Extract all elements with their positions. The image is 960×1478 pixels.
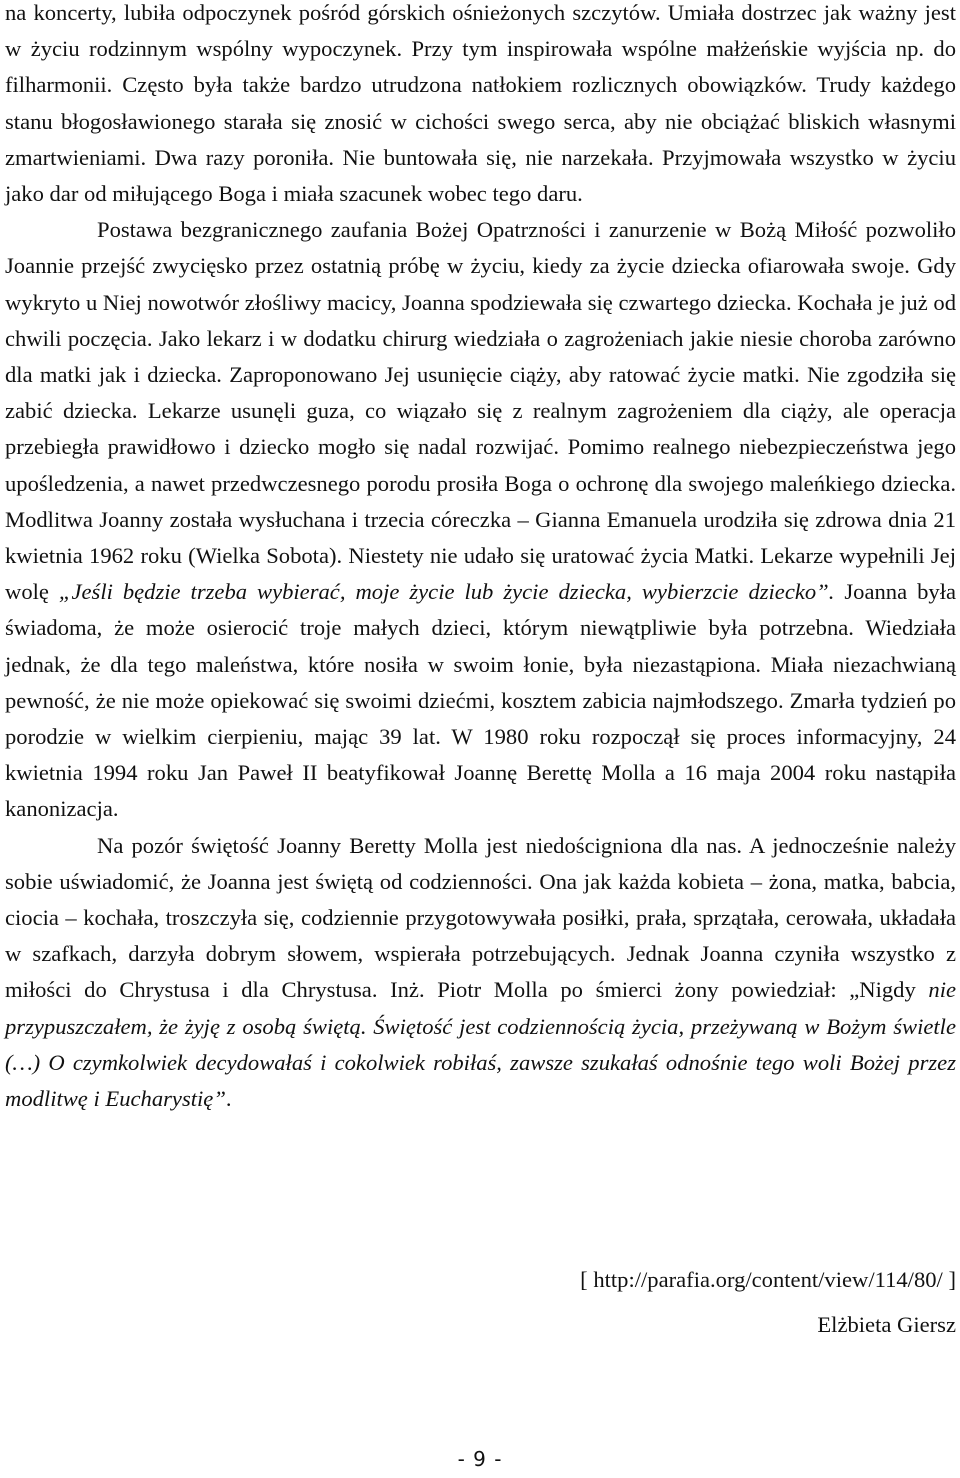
page-number: - 9 - xyxy=(457,1447,503,1471)
paragraph-2-text-continued: Joanna była świadoma, że może osierocić troje małych dzieci, którym niewątpliwie była potrzebna. Wiedziała jednak, że dla tego maleństwa, które nosiła w swoim łonie, była niezastąpiona. Miała niezachwianą pewność, że nie może opiekować się swoimi dziećmi, kosztem zabicia najmłodszego. Zmarła tydzień po porodzie w wielkim cierpieniu, mając 39 lat. W 1980 roku rozpoczął się proces informacyjny, 24 kwietnia 1994 roku Jan Paweł II beatyfikował Joannę Berettę Molla a 16 maja 2004 roku nastąpiła kanonizacja. xyxy=(5,579,957,822)
paragraph-3-quote: nie przypuszczałem, że żyję z osobą świętą. Świętość jest codziennością życia, przeżywaną w Bożym świetle (…) O czymkolwiek decydowałaś i cokolwiek robiłaś, zawsze szukałaś odnośnie tego woli Bożej przez modlitwę i Eucharystię” xyxy=(5,977,956,1112)
paragraph-3 xyxy=(5,828,956,1118)
paragraph-1 xyxy=(5,0,956,212)
paragraph-2-quote: „Jeśli będzie trzeba wybierać, moje życie lub życie dziecka, wybierzcie dziecko”. xyxy=(58,579,835,605)
paragraph-2 xyxy=(5,212,956,827)
paragraph-1-text: na koncerty, lubiła odpoczynek pośród górskich ośnieżonych szczytów. Umiała dostrzec jak ważny jest w życiu rodzinnym wspólny wypoczynek. Przy tym inspirowała wspólne małżeńskie wyjścia np. do filharmonii. Często była także bardzo utrudzona natłokiem rozlicznych obowiązków. Trudy każdego stanu błogosławionego starała się znosić w cichości swego serca, aby nie obciążać bliskich własnymi zmartwieniami. Dwa razy poroniła. Nie buntowała się, nie narzekała. Przyjmowała wszystko w życiu jako dar od miłującego Boga i miała szacunek wobec tego daru. xyxy=(5,0,956,207)
paragraph-3-text: Na pozór świętość Joanny Beretty Molla jest niedościgniona dla nas. A jednocześnie należy sobie uświadomić, że Joanna jest świętą od codzienności. Ona jak każda kobieta – żona, matka, babcia, ciocia – kochała, troszczyła się, codziennie przygotowywała posiłki, prała, sprzątała, cerowała, układała w szafkach, darzyła dobrym słowem, wspierała potrzebujących. Jednak Joanna czyniła wszystko z miłości do Chrystusa i dla Chrystusa. Inż. Piotr Molla po śmierci żony powiedział: xyxy=(5,832,956,1003)
author-name: Elżbieta Giersz xyxy=(817,1312,956,1337)
paragraph-2-text: Postawa bezgranicznego zaufania Bożej Opatrzności i zanurzenie w Bożą Miłość pozwoliło Joannie przejść zwycięsko przez ostatnią próbę w życiu, kiedy za życie dziecka ofiarowała swoje. Gdy wykryto u Niej nowotwór złośliwy macicy, Joanna spodziewała się czwartego dziecka. Kochała je już od chwili poczęcia. Jako lekarz i w dodatku chirurg wiedziała o zagrożeniach jakie niesie choroba zarówno dla matki jak i dziecka. Zaproponowano Jej usunięcie ciąży, aby ratować życie matki. Nie zgodziła się zabić dziecka. Lekarze usunęli guza, co wiązało się z realnym zagrożeniem dla ciąży, ale operacja przebiegła prawidłowo i dziecko mogło się nadal rozwijać. Pomimo realnego niebezpieczeństwa jego upośledzenia, a nawet przedwczesnego porodu prosiła Boga o ochronę dla swojego maleńkiego dziecka. Modlitwa Joanny została wysłuchana i trzecia córeczka – Gianna Emanuela urodziła się zdrowa dnia 21 kwietnia 1962 roku (Wielka Sobota). Niestety nie udało się uratować życia Matki. Lekarze wypełnili Jej wolę xyxy=(5,217,956,605)
body-text xyxy=(5,0,956,1117)
source-citation: [ http://parafia.org/content/view/114/80/ ] xyxy=(580,1267,956,1292)
paragraph-3-quote-open: „Nigdy xyxy=(849,977,929,1003)
paragraph-3-end: . xyxy=(225,1086,232,1112)
